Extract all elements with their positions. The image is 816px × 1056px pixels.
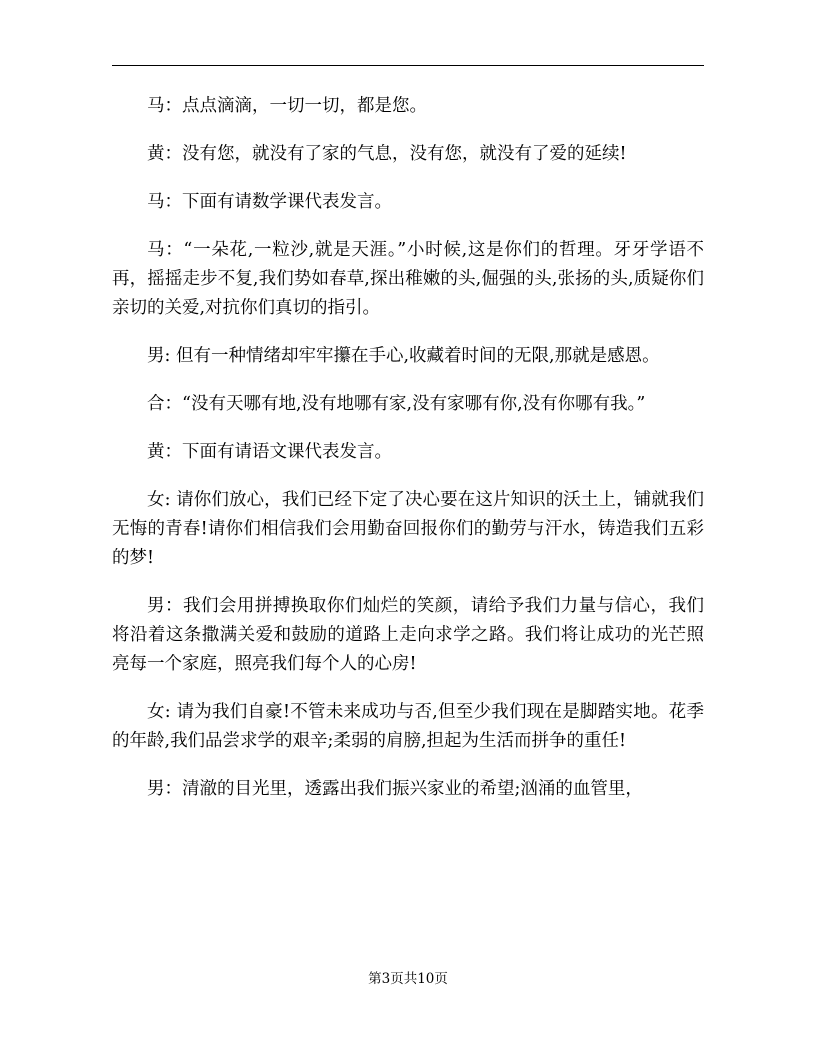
page-number: 第3页共10页	[368, 971, 448, 987]
header-rule	[112, 65, 704, 66]
paragraph: 马：点点滴滴，一切一切，都是您。	[147, 96, 427, 116]
paragraph: 女: 请为我们自豪!不管未来成功与否,但至少我们现在是脚踏实地。花季的年龄,我们品尝求学的艰辛;柔弱的肩膀,担起为生活而拼争的重任!	[112, 702, 704, 751]
paragraph: 合：“没有天哪有地,没有地哪有家,没有家哪有你,没有你哪有我。”	[147, 394, 646, 414]
paragraph: 男：我们会用拼搏换取你们灿烂的笑颜，请给予我们力量与信心，我们将沿着这条撒满关爱和鼓励的道路上走向求学之路。我们将让成功的光芒照亮每一个家庭，照亮我们每个人的心房!	[112, 596, 704, 674]
paragraph: 女: 请你们放心，我们已经下定了决心要在这片知识的沃土上，铺就我们无悔的青春!请你们相信我们会用勤奋回报你们的勤劳与汗水，铸造我们五彩的梦!	[112, 490, 704, 568]
paragraph: 黄：没有您，就没有了家的气息，没有您，就没有了爱的延续!	[147, 144, 627, 164]
paragraph: 马：下面有请数学课代表发言。	[147, 192, 392, 212]
document-body	[112, 92, 704, 823]
paragraph: 男：清澈的目光里，透露出我们振兴家业的希望;汹涌的血管里，	[147, 779, 643, 799]
paragraph: 黄：下面有请语文课代表发言。	[147, 442, 392, 462]
paragraph: 男: 但有一种情绪却牢牢攥在手心,收藏着时间的无限,那就是感恩。	[147, 346, 660, 366]
paragraph: 马：“一朵花,一粒沙,就是天涯。”小时候,这是你们的哲理。牙牙学语不再，摇摇走步不复,我们势如春草,探出稚嫩的头,倔强的头,张扬的头,质疑你们亲切的关爱,对抗你们真切的指引。	[112, 240, 704, 318]
